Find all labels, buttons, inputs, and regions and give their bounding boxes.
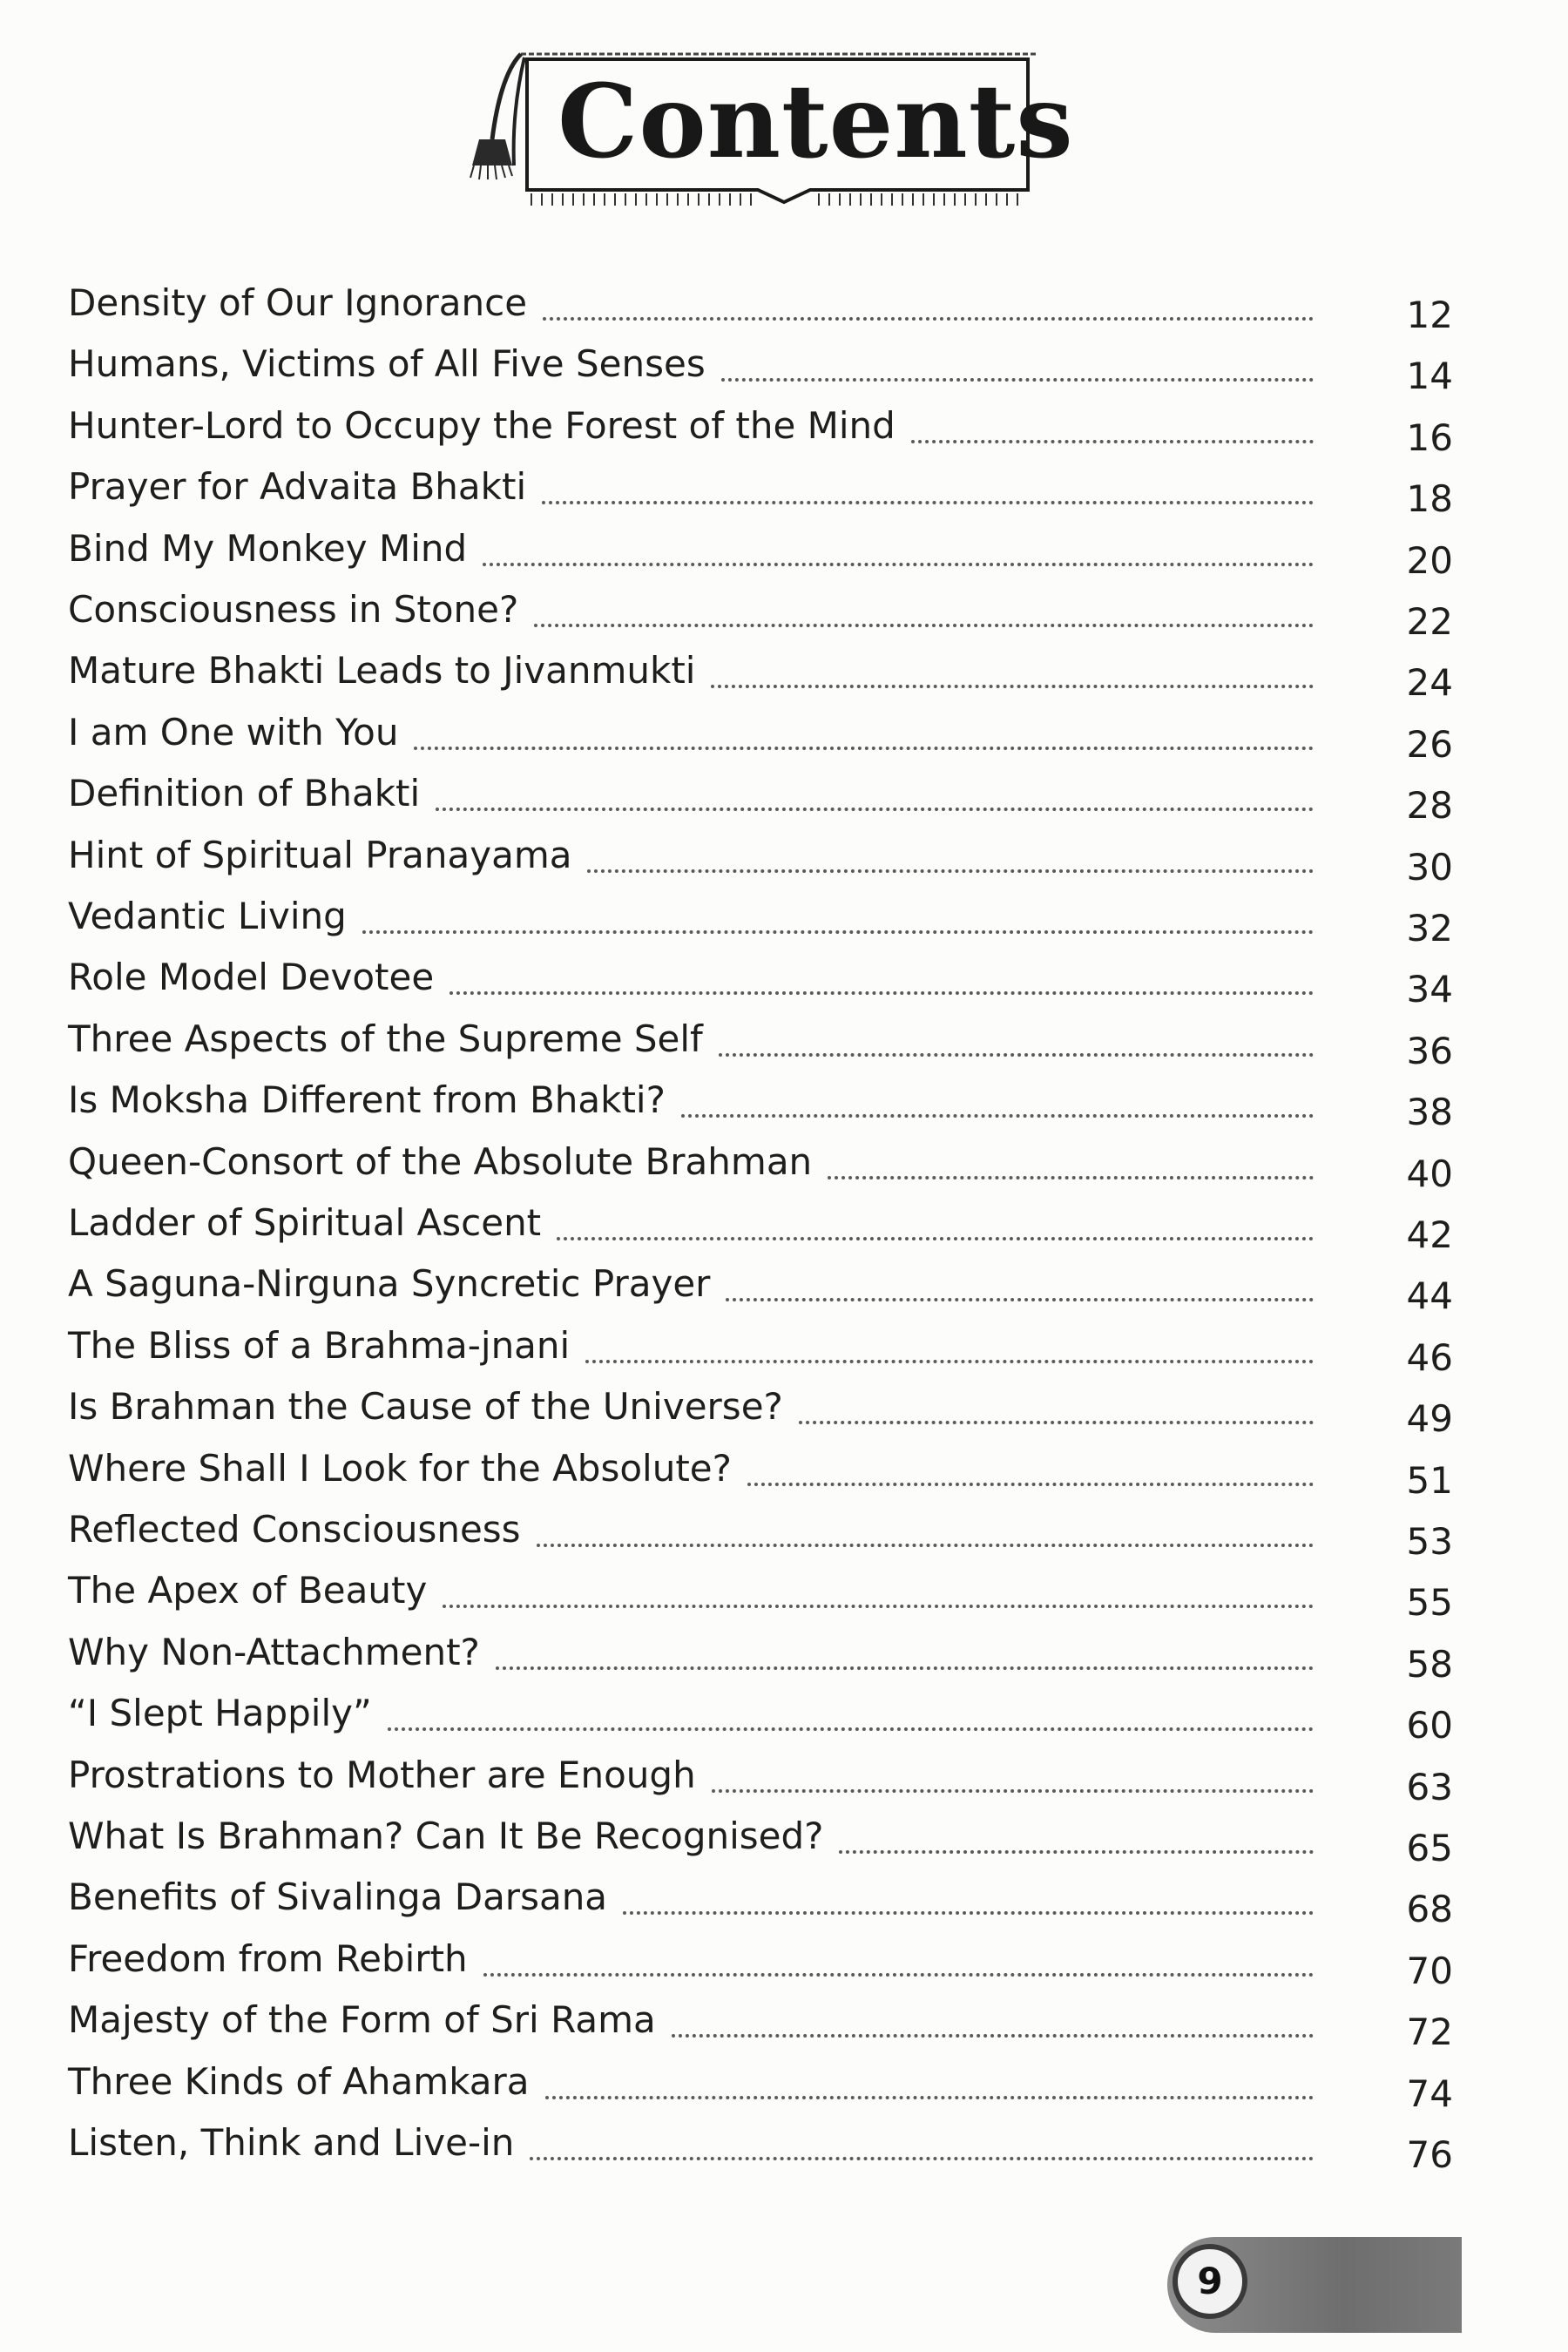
toc-entry [68,389,1453,459]
toc-entry-title: What Is Brahman? Can It Be Recognised? [68,1815,824,1857]
dot-leader [721,378,1314,382]
page-number-tab [1167,2237,1462,2333]
dot-leader [543,317,1314,321]
toc-entry-title: Why Non-Attachment? [68,1630,480,1673]
toc-entry [68,1432,1453,1502]
toc-entry-title: Ladder of Spiritual Ascent [68,1201,542,1244]
toc-entry-title: Listen, Think and Live-in [68,2121,515,2164]
dot-leader [726,1298,1314,1301]
toc-entry-page: 72 [1406,2011,1453,2054]
page-title: Contents [558,63,1074,181]
toc-entry [68,696,1453,766]
toc-entry-page: 58 [1406,1642,1453,1686]
toc-entry [68,512,1453,582]
toc-entry-title: Freedom from Rebirth [68,1936,468,1980]
toc-entry [68,1003,1453,1072]
toc-entry-page: 76 [1406,2133,1453,2176]
dot-leader [839,1850,1314,1854]
toc-entry-title: Benefits of Sivalinga Darsana [68,1876,608,1919]
dot-leader [542,501,1314,504]
dot-leader [587,869,1314,873]
toc-entry [68,1800,1453,1869]
dot-leader [388,1727,1314,1731]
toc-entry-page: 65 [1406,1827,1453,1869]
toc-entry [68,1309,1453,1379]
toc-entry-title: Is Brahman the Cause of the Universe? [68,1385,783,1429]
toc-entry-page: 24 [1406,661,1453,705]
toc-entry [68,1739,1453,1808]
dot-leader [537,1544,1314,1547]
toc-entry-title: Reflected Consciousness [68,1508,521,1551]
toc-entry [68,1370,1453,1441]
dot-leader [483,563,1314,566]
toc-entry-page: 18 [1406,477,1453,521]
toc-entry-title: Queen-Consort of the Absolute Brahman [68,1139,813,1183]
toc-entry [68,2045,1453,2115]
toc-entry-title: Prostrations to Mother are Enough [68,1753,696,1796]
dot-leader [681,1114,1314,1118]
dot-leader [911,440,1314,443]
toc-entry [68,328,1453,398]
toc-entry-page: 44 [1406,1274,1453,1318]
toc-entry [68,1923,1453,1992]
toc-entry [68,1493,1453,1563]
toc-entry-title: Bind My Monkey Mind [68,526,468,570]
dot-leader [496,1666,1314,1670]
toc-entry-page: 55 [1406,1581,1453,1625]
toc-entry [68,450,1453,521]
dot-leader [449,991,1314,995]
toc-entry-title: Density of Our Ignorance [68,281,528,324]
toc-entry [68,1984,1453,2054]
toc-entry [68,1861,1453,1931]
dot-leader [828,1176,1314,1179]
toc-entry-page: 51 [1406,1458,1453,1502]
toc-entry-title: The Bliss of a Brahma-jnani [68,1323,571,1367]
toc-entry-page: 12 [1406,294,1453,336]
toc-entry [68,1064,1453,1134]
toc-entry [68,573,1453,643]
toc-entry [68,2106,1453,2176]
toc-entry-page: 60 [1406,1704,1453,1747]
toc-entry-title: Is Moksha Different from Bhakti? [68,1078,666,1122]
toc-entry [68,1186,1453,1256]
dot-leader [712,1789,1314,1793]
toc-entry-page: 22 [1406,600,1453,643]
toc-entry-page: 74 [1406,2072,1453,2115]
dot-leader [623,1911,1314,1915]
toc-entry-page: 46 [1406,1335,1453,1379]
toc-entry-title: Consciousness in Stone? [68,588,519,631]
toc-entry-page: 49 [1406,1397,1453,1441]
toc-entry-page: 36 [1406,1029,1453,1072]
toc-entry-page: 38 [1406,1091,1453,1134]
toc-entry [68,880,1453,950]
toc-entry-title: Hint of Spiritual Pranayama [68,833,572,876]
toc-entry [68,1616,1453,1686]
toc-entry-page: 30 [1406,845,1453,889]
toc-entry [68,634,1453,705]
toc-entry-title: The Apex of Beauty [68,1569,428,1612]
toc-entry-title: Three Kinds of Ahamkara [68,2059,530,2103]
toc-entry-page: 34 [1406,968,1453,1011]
toc-entry-page: 53 [1406,1520,1453,1563]
toc-entry-title: Where Shall I Look for the Absolute? [68,1446,732,1490]
toc-entry-title: A Saguna-Nirguna Syncretic Prayer [68,1262,711,1306]
toc-entry-title: Humans, Victims of All Five Senses [68,342,706,386]
toc-entry-page: 63 [1406,1765,1453,1808]
toc-entry-page: 14 [1406,355,1453,398]
toc-entry [68,941,1453,1011]
dot-leader [534,624,1314,627]
dot-leader [362,930,1314,934]
toc-entry-title: Three Aspects of the Supreme Self [68,1017,703,1060]
toc-entry [68,267,1453,336]
dot-leader [530,2157,1314,2160]
toc-entry-page: 40 [1406,1152,1453,1195]
toc-entry-page: 28 [1406,784,1453,828]
toc-entry [68,757,1453,828]
dot-leader [557,1237,1314,1240]
toc-entry-page: 26 [1406,722,1453,766]
dot-leader [585,1360,1314,1363]
dot-leader [545,2096,1314,2099]
dot-leader [711,685,1314,688]
toc-entry [68,819,1453,889]
toc-entry-title: I am One with You [68,710,399,754]
toc-entry [68,1677,1453,1747]
toc-entry [68,1125,1453,1195]
toc-entry [68,1247,1453,1318]
toc-entry-title: “I Slept Happily” [68,1692,372,1735]
toc-entry-title: Vedantic Living [68,895,347,937]
toc-entry-title: Prayer for Advaita Bhakti [68,465,527,509]
dot-leader [443,1605,1314,1608]
toc-entry-title: Hunter-Lord to Occupy the Forest of the Mind [68,403,896,447]
toc-entry-page: 68 [1406,1888,1453,1931]
toc-entry-page: 42 [1406,1213,1453,1256]
toc-entry-page: 70 [1406,1949,1453,1992]
toc-entry-title: Majesty of the Form of Sri Rama [68,1998,656,2042]
toc-entry-page: 32 [1406,907,1453,950]
dot-leader [747,1483,1314,1486]
dot-leader [672,2034,1314,2038]
toc-entry-page: 20 [1406,538,1453,582]
toc-entry-title: Role Model Devotee [68,956,435,999]
dot-leader [483,1973,1314,1977]
dot-leader [414,747,1314,750]
dot-leader [719,1053,1314,1057]
toc-entry-title: Mature Bhakti Leads to Jivanmukti [68,649,696,693]
dot-leader [799,1421,1314,1424]
dot-leader [436,808,1314,811]
toc-entry-title: Definition of Bhakti [68,772,421,815]
toc-entry [68,1554,1453,1625]
page-number: 9 [1173,2244,1247,2319]
toc-entry-page: 16 [1406,416,1453,459]
